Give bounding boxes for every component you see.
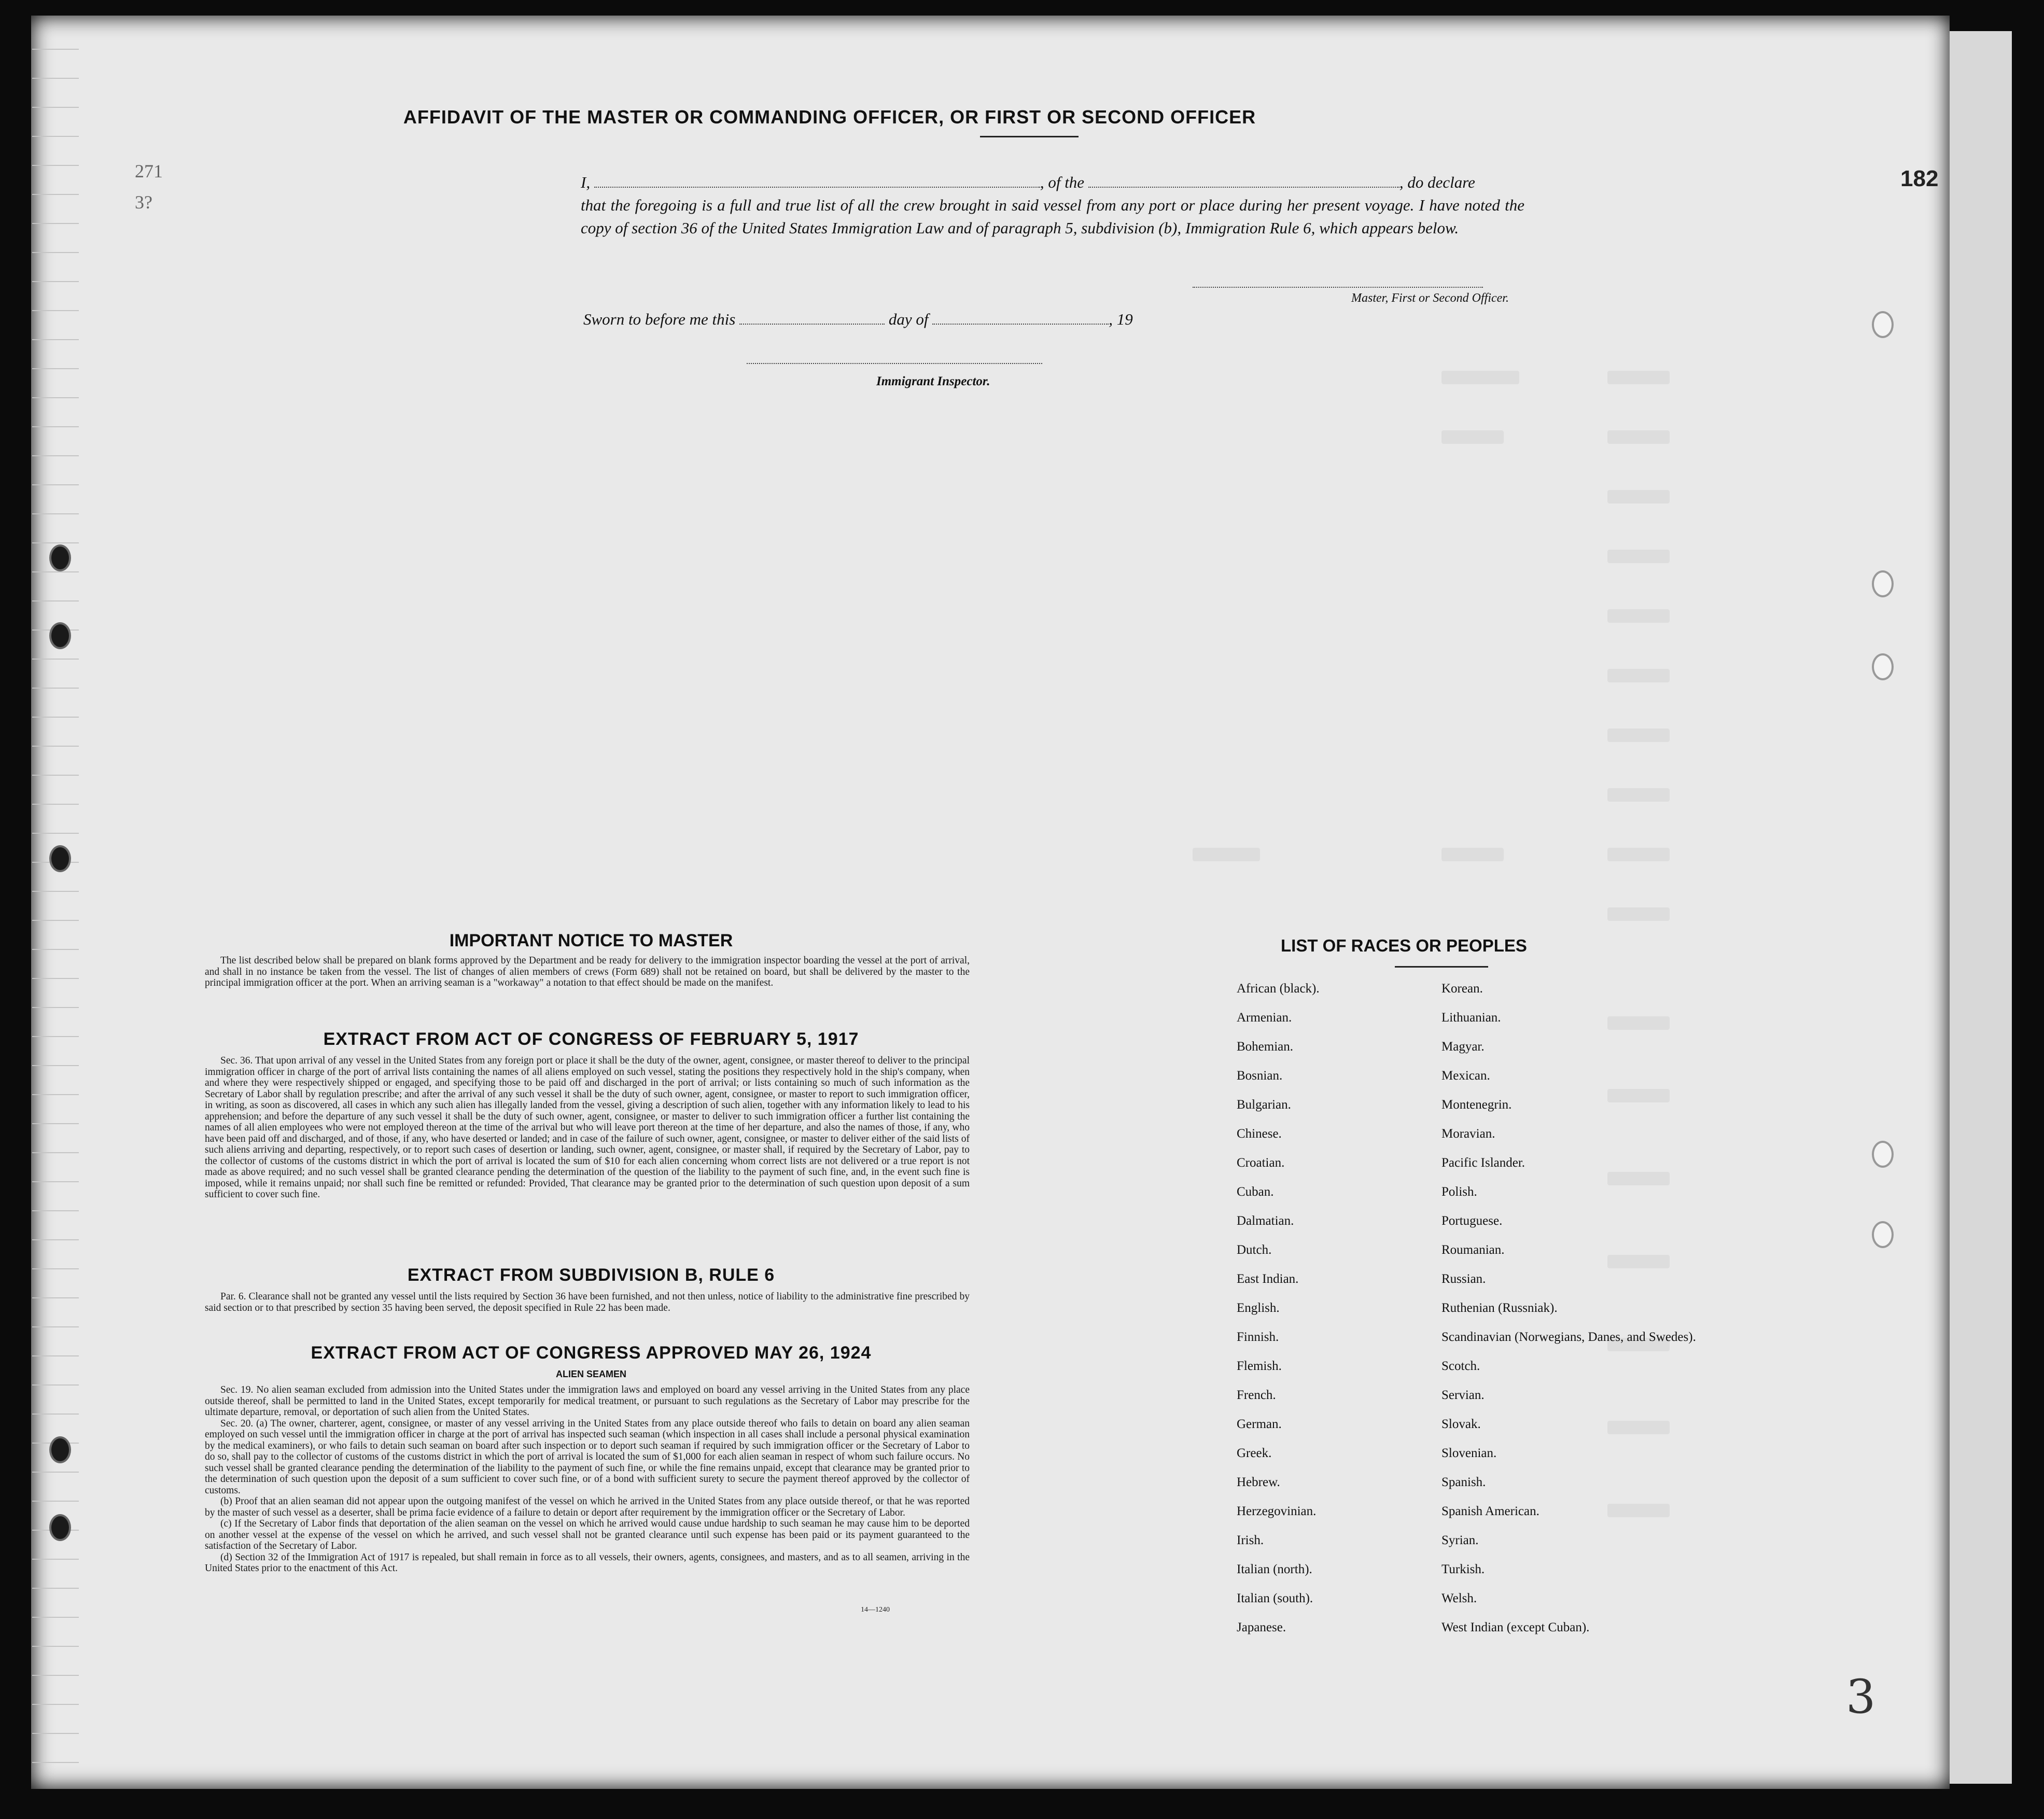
- race-item: Mexican.: [1441, 1069, 1490, 1083]
- sworn-date-field[interactable]: [739, 313, 885, 325]
- officer-signature-field[interactable]: [1193, 287, 1483, 288]
- punch-hole: [1872, 570, 1894, 597]
- race-item: Roumanian.: [1441, 1243, 1505, 1257]
- notice-text: [205, 955, 970, 989]
- rule6-paragraph: Par. 6. Clearance shall not be granted any vessel until the lists required by Section 36 have been furnished, and not then unless, notice of liability to the administrative fine prescribed by said section or to that prescribed by section 35 having been served, the deposit specified in Rule 22 has been made.: [205, 1291, 970, 1313]
- declarant-name-field[interactable]: [594, 176, 1040, 188]
- race-item: Korean.: [1441, 982, 1483, 996]
- race-item: Pacific Islander.: [1441, 1156, 1525, 1170]
- handwritten-mark: 3: [1846, 1670, 1876, 1724]
- race-item: Magyar.: [1441, 1040, 1485, 1054]
- races-underline: [1395, 966, 1488, 968]
- officer-signature-label: Master, First or Second Officer.: [1351, 291, 1509, 305]
- race-item: Croatian.: [1237, 1156, 1285, 1170]
- race-item: East Indian.: [1237, 1272, 1299, 1286]
- race-item: Bohemian.: [1237, 1040, 1294, 1054]
- page-number: 182: [1900, 166, 1939, 191]
- title-underline: [980, 136, 1079, 137]
- extract-1917-text: [205, 1055, 970, 1200]
- affidavit-title: AFFIDAVIT OF THE MASTER OR COMMANDING OFFICER, OR FIRST OR SECOND OFFICER: [403, 106, 1256, 128]
- race-item: Dalmatian.: [1237, 1214, 1294, 1228]
- punch-hole: [49, 1436, 71, 1463]
- race-item: Spanish.: [1441, 1475, 1486, 1489]
- inspector-label: Immigrant Inspector.: [876, 374, 990, 388]
- extract-1924-heading: EXTRACT FROM ACT OF CONGRESS APPROVED MAY 26, 1924: [311, 1343, 872, 1363]
- race-item: West Indian (except Cuban).: [1441, 1620, 1590, 1634]
- sworn-day-text: day of: [888, 310, 929, 328]
- race-item: German.: [1237, 1417, 1282, 1431]
- race-item: Turkish.: [1441, 1562, 1485, 1576]
- race-item: Moravian.: [1441, 1127, 1495, 1141]
- race-item: Spanish American.: [1441, 1504, 1539, 1518]
- race-item: Irish.: [1237, 1533, 1264, 1547]
- alien-seamen-subheading: ALIEN SEAMEN: [555, 1369, 626, 1379]
- punch-hole: [49, 845, 71, 872]
- punch-hole: [49, 622, 71, 649]
- form-number: 14—1240: [861, 1606, 890, 1614]
- race-item: Scotch.: [1441, 1359, 1480, 1373]
- notice-paragraph: The list described below shall be prepared on blank forms approved by the Department and be ready for delivery to the immigration inspector boarding the vessel at the port of arrival, and shall in no instance be taken from the vessel. The list of changes of alien members of crews (Form 689) shall not be retained on board, but shall be delivered by the master to the principal immigration officer at the port. When an arriving seaman is a "workaway" a notation to that effect should be made on the manifest.: [205, 955, 970, 988]
- inspector-signature-field[interactable]: [747, 363, 1042, 364]
- section-36-paragraph: Sec. 36. That upon arrival of any vessel in the United States from any foreign port or place it shall be the duty of the owner, agent, consignee, or master thereof to deliver to the principal immigration officer in charge of the port of arrival lists containing the names of all aliens employed on such vessel, stating the positions they respectively hold in the ship's company, when and where they were respectively shipped or engaged, and specifying those to be paid off and discharged in the port of arrival; or lists containing so much of such information as the Secretary of Labor shall by regulation prescribe; and after the arrival of any such vessel it shall be the duty of such owner, agent, consignee, or master to report to such immigration officer, in writing, as soon as discovered, all cases in which any such alien has illegally landed from the vessel, giving a description of such alien, together with any information likely to lead to his apprehension; and before the departure of any such vessel it shall be the duty of such owner, agent, consignee, or master to deliver to such immigration officer a further list containing the names of all alien employees who were not employed thereon at the time of the arrival but who will leave port thereon at the time of her departure, and also the names of those, if any, who have been paid off and discharged, and of those, if any, who have deserted or landed; and in case of the failure of such owner, agent, consignee, or master to deliver either of the said lists of such aliens arriving and departing, respectively, or to report such cases of desertion or landing, such owner, agent, consignee, or master shall, if required by the Secretary of Labor, pay to the collector of customs of the customs district in which the port of arrival is located the sum of $10 for each alien concerning whom correct lists are not delivered or a true report is not made as above required; and no such vessel shall be granted clearance pending the determination of the question of the liability to the payment of such fine, and, in the event such fine is imposed, while it remains unpaid; nor shall such fine be remitted or refunded: Provided, That clearance may be granted prior to the determination of such question upon deposit of a sum sufficient to cover such fine.: [205, 1055, 970, 1200]
- race-item: Italian (south).: [1237, 1591, 1313, 1605]
- race-item: Armenian.: [1237, 1011, 1292, 1025]
- declare-text: , do declare: [1399, 173, 1475, 191]
- punch-hole: [1872, 653, 1894, 680]
- race-item: Lithuanian.: [1441, 1011, 1501, 1025]
- extract-rule6-heading: EXTRACT FROM SUBDIVISION B, RULE 6: [407, 1265, 775, 1285]
- race-item: Cuban.: [1237, 1185, 1274, 1199]
- section-19-paragraph: Sec. 19. No alien seaman excluded from admission into the United States under the immigration laws and employed on board any vessel arriving in the United States from any place outside thereof, shall be permitted to land in the United States, except temporarily for medical treatment, or pursuant to such regulations as the Secretary of Labor may prescribe for the ultimate departure, removal, or deportation of such alien from the United States.: [205, 1384, 970, 1418]
- affidavit-body: that the foregoing is a full and true list of all the crew brought in said vessel from any port or place during her present voyage. I have noted the copy of section 36 of the United States Immigration Law and of paragraph 5, subdivision (b), Immigration Rule 6, which appears below.: [581, 196, 1524, 237]
- section-20d-paragraph: (d) Section 32 of the Immigration Act of 1917 is repealed, but shall remain in force as to all vessels, their owners, agents, consignees, and masters, and as to all seamen, arriving in the United States prior to the enactment of this Act.: [205, 1551, 970, 1574]
- section-20b-paragraph: (b) Proof that an alien seaman did not appear upon the outgoing manifest of the vessel on which he arrived in the United States from any place outside thereof, or that he was reported by the master of such vessel as a deserter, shall be prima facie evidence of a failure to detain or deport after requirement by the immigration officer or the Secretary of Labor.: [205, 1496, 970, 1518]
- punch-hole: [1872, 1141, 1894, 1168]
- race-item: Scandinavian (Norwegians, Danes, and Swedes).: [1441, 1330, 1696, 1344]
- race-item: Hebrew.: [1237, 1475, 1280, 1489]
- sworn-prefix: Sworn to before me this: [583, 310, 736, 328]
- race-item: African (black).: [1237, 982, 1320, 996]
- race-item: Herzegovinian.: [1237, 1504, 1317, 1518]
- section-20c-paragraph: (c) If the Secretary of Labor finds that deportation of the alien seaman on the vessel on which he arrived would cause undue hardship to such seaman he may cause him to be deported on another vessel at the expense of the vessel on which he arrived, and such vessel shall not be granted clearance until such expense has been paid or its payment guaranteed to the satisfaction of the Secretary of Labor.: [205, 1518, 970, 1551]
- sworn-year-text: , 19: [1109, 310, 1133, 328]
- punch-hole: [49, 544, 71, 571]
- race-item: Ruthenian (Russniak).: [1441, 1301, 1558, 1315]
- race-item: Bulgarian.: [1237, 1098, 1291, 1112]
- punch-hole: [49, 1514, 71, 1541]
- races-column-2: [1441, 982, 1696, 1649]
- race-item: Chinese.: [1237, 1127, 1282, 1141]
- extract-1917-heading: EXTRACT FROM ACT OF CONGRESS OF FEBRUARY 5, 1917: [323, 1029, 859, 1049]
- race-item: Dutch.: [1237, 1243, 1272, 1257]
- of-the-text: , of the: [1040, 173, 1085, 191]
- punch-hole: [1872, 1221, 1894, 1248]
- race-item: French.: [1237, 1388, 1276, 1402]
- race-item: Montenegrin.: [1441, 1098, 1512, 1112]
- race-item: Portuguese.: [1441, 1214, 1503, 1228]
- race-item: Flemish.: [1237, 1359, 1282, 1373]
- race-item: Slovak.: [1441, 1417, 1481, 1431]
- race-item: Servian.: [1441, 1388, 1485, 1402]
- race-item: Bosnian.: [1237, 1069, 1283, 1083]
- race-item: Japanese.: [1237, 1620, 1286, 1634]
- notice-heading: IMPORTANT NOTICE TO MASTER: [449, 931, 733, 950]
- section-20a-paragraph: Sec. 20. (a) The owner, charterer, agent, consignee, or master of any vessel arriving in the United States from any place outside thereof who fails to detain on board any alien seaman employed on such vessel until the immigration officer in charge at the port of arrival has inspected such seaman (which inspection in all cases shall include a personal physical examination by the medical examiners), or who fails to detain such seaman on board after such inspection or to deport such seaman if required by such immigration officer or the Secretary of Labor to do so, shall pay to the collector of customs of the customs district in which the port of arrival is located the sum of $1,000 for each alien seaman in respect of whom such failure occurs. No such vessel shall be granted clearance pending the determination of the liability to the payment of such fine, or while the fine remains unpaid, except that clearance may be granted prior to the determination of such question upon the deposit of a sum sufficient to cover such fine, or of a bond with sufficient surety to secure the payment thereof approved by the collector of customs.: [205, 1418, 970, 1496]
- races-heading: LIST OF RACES OR PEOPLES: [1281, 936, 1527, 955]
- race-item: Welsh.: [1441, 1591, 1477, 1605]
- race-item: Italian (north).: [1237, 1562, 1312, 1576]
- affidavit-declaration-line: [581, 171, 1524, 194]
- sworn-month-field[interactable]: [932, 313, 1109, 325]
- ruled-margin: [32, 21, 79, 1773]
- race-item: English.: [1237, 1301, 1280, 1315]
- race-item: Polish.: [1441, 1185, 1477, 1199]
- race-item: Finnish.: [1237, 1330, 1279, 1344]
- race-item: Slovenian.: [1441, 1446, 1497, 1460]
- extract-1924-text: [205, 1384, 970, 1574]
- declarant-prefix: I,: [581, 173, 591, 191]
- race-item: Russian.: [1441, 1272, 1486, 1286]
- vessel-name-field[interactable]: [1088, 176, 1399, 188]
- margin-annotation: 271 3?: [135, 161, 163, 213]
- race-item: Syrian.: [1441, 1533, 1479, 1547]
- punch-hole: [1872, 311, 1894, 338]
- extract-rule6-text: [205, 1291, 970, 1313]
- race-item: Greek.: [1237, 1446, 1272, 1460]
- sworn-line: [583, 310, 1133, 329]
- races-column-1: [1237, 982, 1320, 1649]
